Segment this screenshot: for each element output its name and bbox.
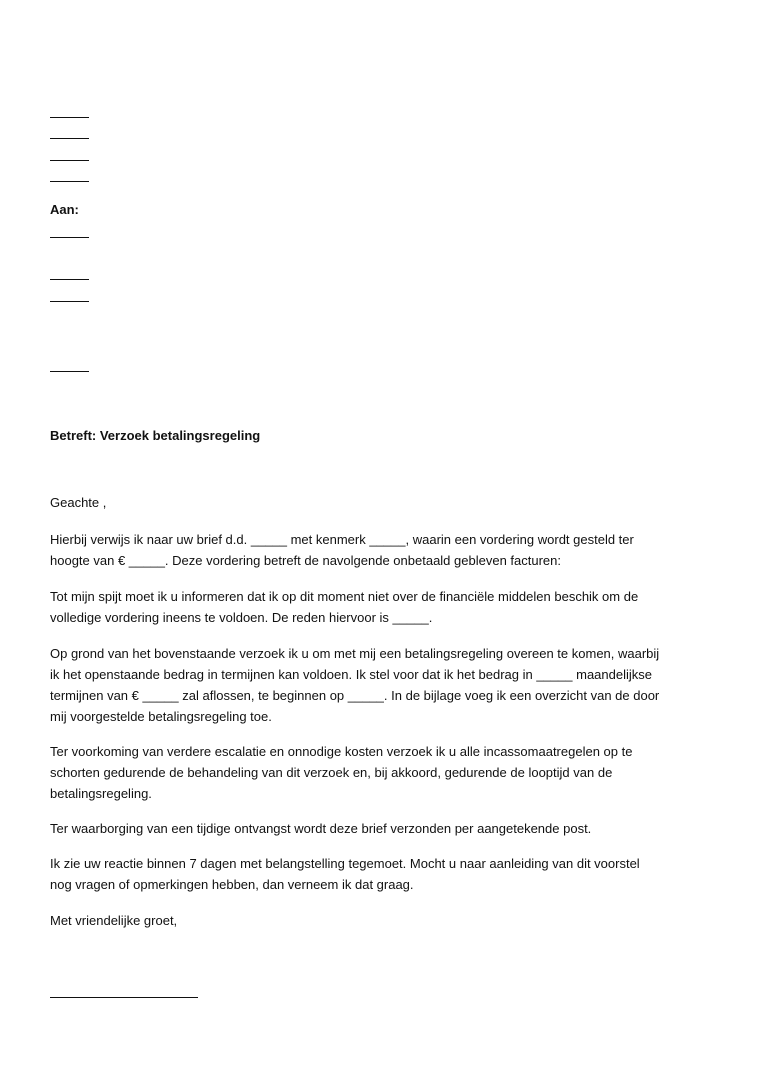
paragraph-registered-mail — [50, 818, 591, 839]
recipient-address-blank — [50, 279, 89, 280]
text-line: Ik zie uw reactie binnen 7 dagen met belangstelling tegemoet. Mocht u naar aanleiding van dit voorstel — [50, 856, 640, 871]
recipient-city-blank — [50, 301, 89, 302]
sender-date-blank — [50, 181, 89, 182]
paragraph-response — [50, 853, 640, 895]
paragraph-reference — [50, 529, 634, 571]
text-line: mij voorgestelde betalingsregeling toe. — [50, 709, 272, 724]
text-line: Tot mijn spijt moet ik u informeren dat ik op dit moment niet over de financiële middelen beschik om de — [50, 589, 639, 604]
text-line: Hierbij verwijs ik naar uw brief d.d. _____ met kenmerk _____, waarin een vordering wordt gesteld ter — [50, 532, 634, 547]
recipient-name-blank — [50, 237, 89, 238]
text-line: nog vragen of opmerkingen hebben, dan verneem ik dat graag. — [50, 877, 414, 892]
paragraph-suspension — [50, 741, 632, 804]
text-line: Ter voorkoming van verdere escalatie en onnodige kosten verzoek ik u alle incassomaatregelen op te — [50, 744, 633, 759]
paragraph-proposal — [50, 643, 659, 727]
text-line: ik het openstaande bedrag in termijnen kan voldoen. Ik stel voor dat ik het bedrag in _____ maandelijkse — [50, 667, 652, 682]
salutation: Geachte , — [50, 495, 107, 510]
text-line: volledige vordering ineens te voldoen. De reden hiervoor is _____. — [50, 610, 433, 625]
text-line: hoogte van € _____. Deze vordering betreft de navolgende onbetaald gebleven facturen: — [50, 553, 561, 568]
sender-city-blank — [50, 160, 89, 161]
text-line: Ter waarborging van een tijdige ontvangst wordt deze brief verzonden per aangetekende post. — [50, 821, 592, 836]
place-date-blank — [50, 371, 89, 372]
closing: Met vriendelijke groet, — [50, 913, 178, 928]
text-line: schorten gedurende de behandeling van dit verzoek en, bij akkoord, gedurende de looptijd van de — [50, 765, 613, 780]
sender-name-blank — [50, 117, 89, 118]
sender-address-blank — [50, 138, 89, 139]
paragraph-reason — [50, 586, 638, 628]
text-line: Op grond van het bovenstaande verzoek ik u om met mij een betalingsregeling overeen te komen, waarbij — [50, 646, 660, 661]
signature-line — [50, 997, 198, 998]
text-line: termijnen van € _____ zal aflossen, te beginnen op _____. In de bijlage voeg ik een overzicht van de door — [50, 688, 660, 703]
subject-line: Betreft: Verzoek betalingsregeling — [50, 428, 261, 443]
text-line: betalingsregeling. — [50, 786, 152, 801]
recipient-label: Aan: — [50, 202, 79, 217]
